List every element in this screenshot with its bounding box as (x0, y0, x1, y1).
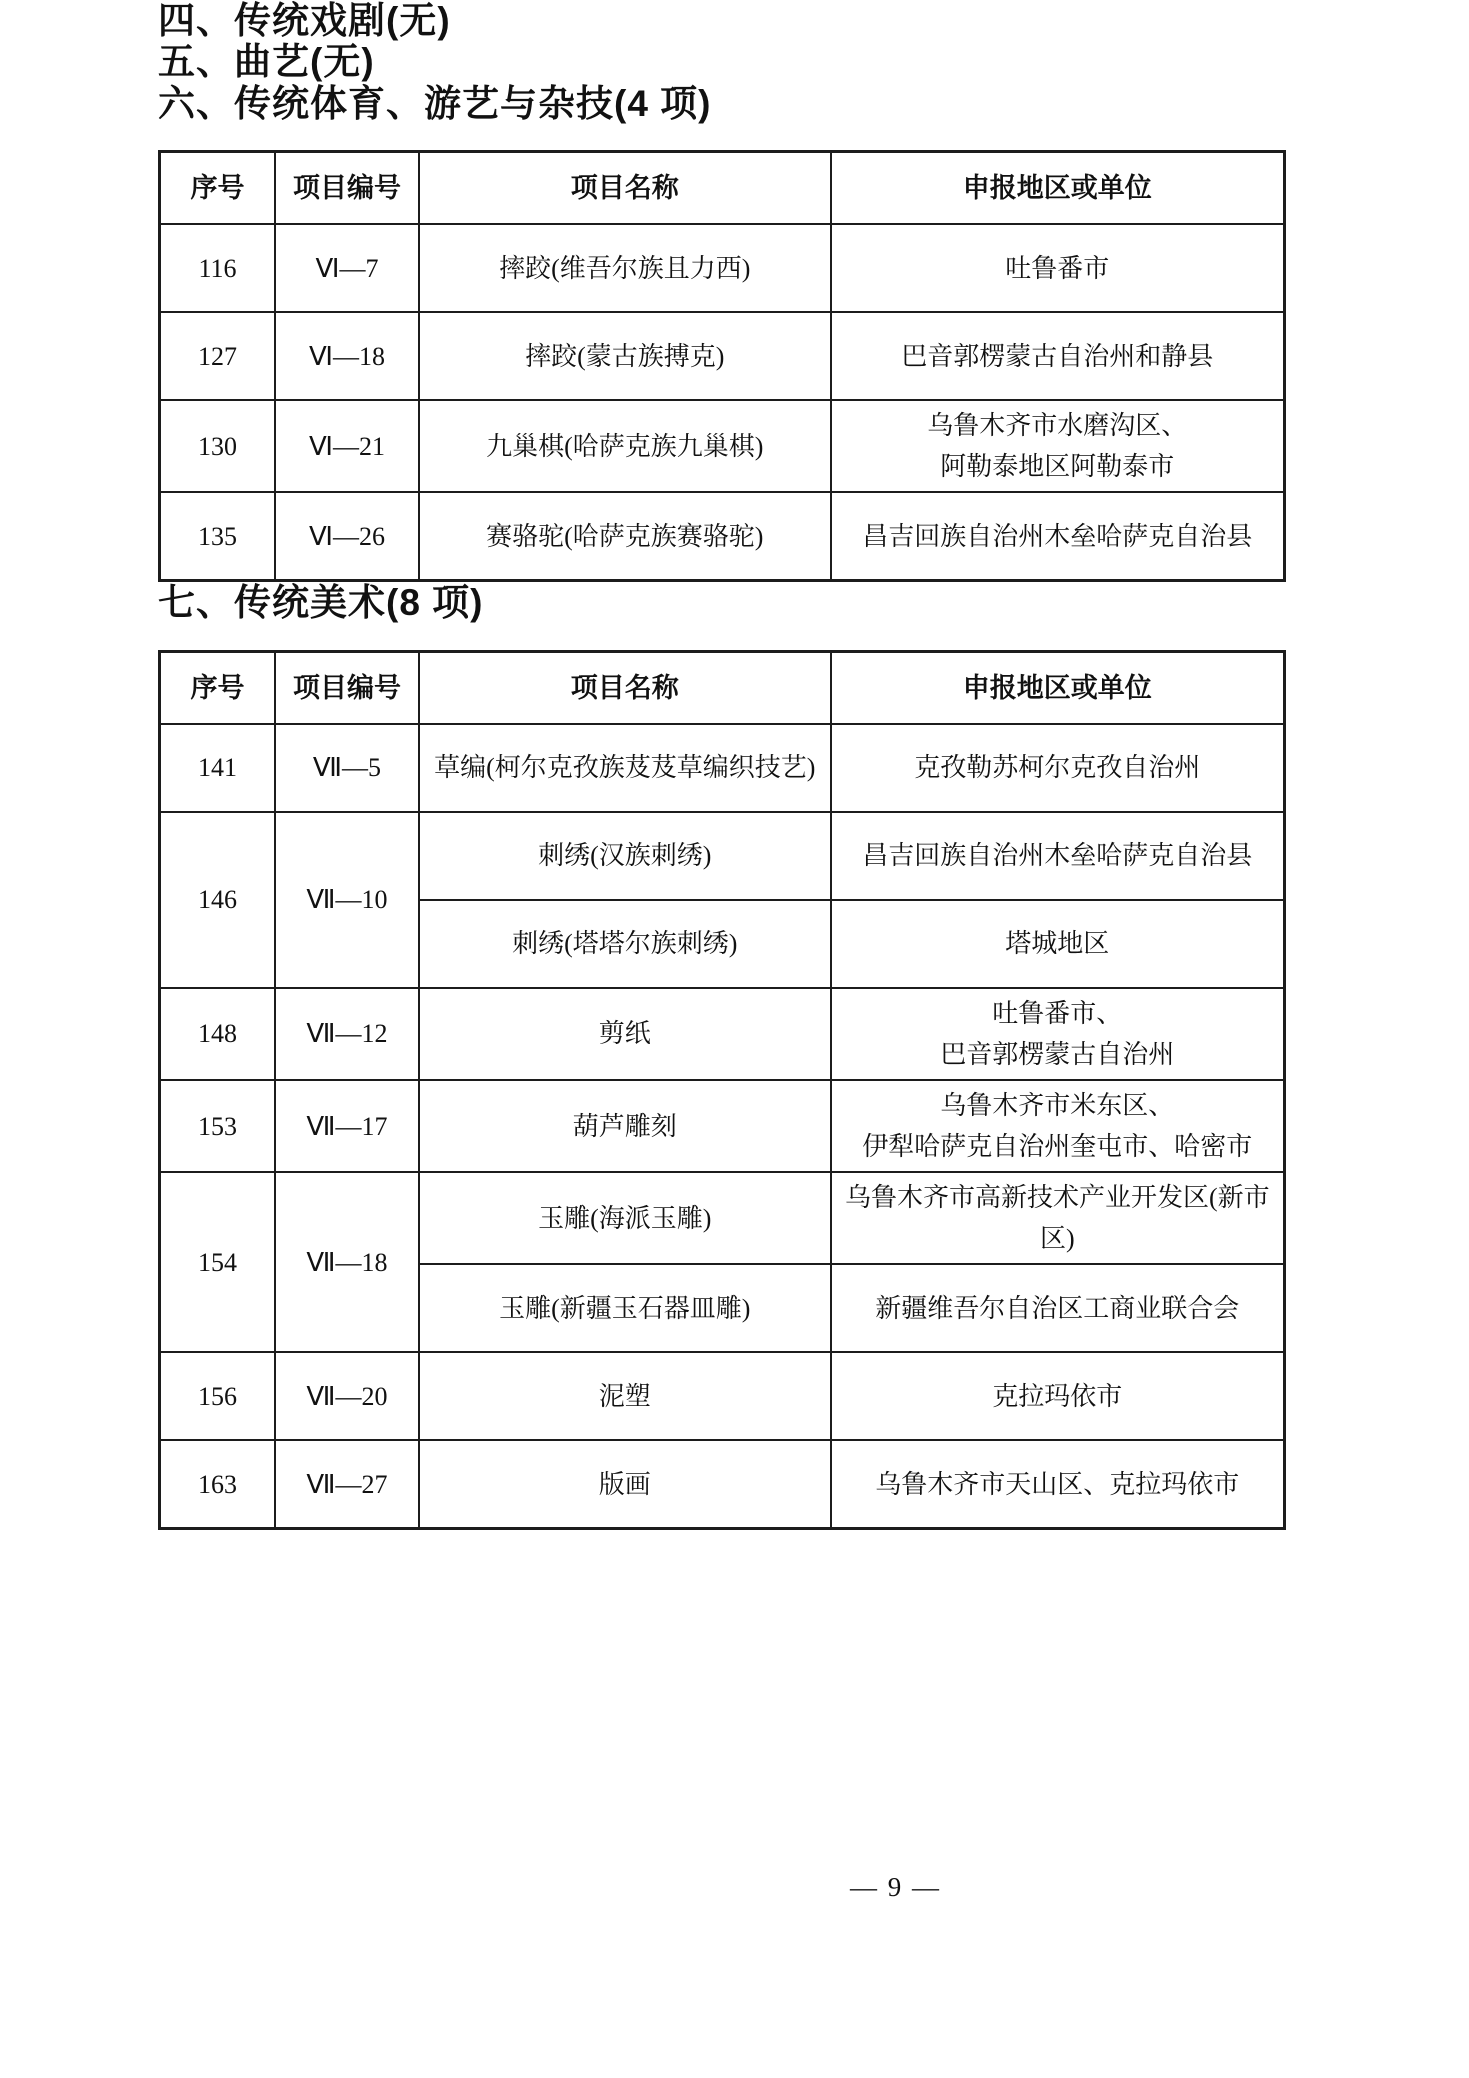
table-cell: 昌吉回族自治州木垒哈萨克自治县 (831, 492, 1285, 581)
heading-traditional-fine-arts: 七、传统美术(8 项) (158, 582, 484, 624)
table-row (160, 988, 1285, 1080)
table-row (160, 724, 1285, 812)
table-cell: 草编(柯尔克孜族芨芨草编织技艺) (419, 724, 831, 812)
column-header: 项目名称 (419, 152, 831, 225)
table-cell: Ⅵ—7 (275, 224, 419, 312)
heading-quyi: 五、曲艺(无) (158, 41, 375, 83)
table-cell: 乌鲁木齐市天山区、克拉玛依市 (831, 1440, 1285, 1529)
table-cell: Ⅶ—17 (275, 1080, 419, 1172)
table-cell: 乌鲁木齐市高新技术产业开发区(新市区) (831, 1172, 1285, 1264)
table-cell: 克拉玛依市 (831, 1352, 1285, 1440)
table-cell: 塔城地区 (831, 900, 1285, 988)
table-cell: 153 (160, 1080, 276, 1172)
table-cell: 135 (160, 492, 276, 581)
header-row (160, 152, 1285, 225)
table-row (160, 312, 1285, 400)
table-cell: Ⅵ—26 (275, 492, 419, 581)
table-cell: 剪纸 (419, 988, 831, 1080)
table-cell: 146 (160, 812, 276, 988)
table-cell: Ⅶ—27 (275, 1440, 419, 1529)
table-cell: 泥塑 (419, 1352, 831, 1440)
table-cell: 新疆维吾尔自治区工商业联合会 (831, 1264, 1285, 1352)
column-header: 项目编号 (275, 651, 419, 724)
heritage-table-sports (158, 150, 1286, 582)
table-row (160, 224, 1285, 312)
table-cell: 163 (160, 1440, 276, 1529)
table-cell: 156 (160, 1352, 276, 1440)
table-cell: 玉雕(新疆玉石器皿雕) (419, 1264, 831, 1352)
header-row (160, 651, 1285, 724)
table-cell: 130 (160, 400, 276, 492)
table-cell: 乌鲁木齐市米东区、 伊犁哈萨克自治州奎屯市、哈密市 (831, 1080, 1285, 1172)
table-cell: Ⅶ—18 (275, 1172, 419, 1352)
table-cell: 乌鲁木齐市水磨沟区、 阿勒泰地区阿勒泰市 (831, 400, 1285, 492)
table-cell: 148 (160, 988, 276, 1080)
table-cell: 巴音郭楞蒙古自治州和静县 (831, 312, 1285, 400)
table-row (160, 400, 1285, 492)
table-cell: 154 (160, 1172, 276, 1352)
column-header: 申报地区或单位 (831, 152, 1285, 225)
table-cell: Ⅵ—21 (275, 400, 419, 492)
table-row (160, 1352, 1285, 1440)
column-header: 序号 (160, 152, 276, 225)
column-header: 申报地区或单位 (831, 651, 1285, 724)
table-cell: 昌吉回族自治州木垒哈萨克自治县 (831, 812, 1285, 900)
table-cell: 克孜勒苏柯尔克孜自治州 (831, 724, 1285, 812)
table-cell: Ⅶ—5 (275, 724, 419, 812)
heritage-table-fine-arts (158, 650, 1286, 1530)
heading-traditional-sports: 六、传统体育、游艺与杂技(4 项) (158, 82, 712, 124)
table-cell: 吐鲁番市 (831, 224, 1285, 312)
table-cell: 刺绣(塔塔尔族刺绣) (419, 900, 831, 988)
column-header: 项目名称 (419, 651, 831, 724)
table-cell: 玉雕(海派玉雕) (419, 1172, 831, 1264)
table-cell: 刺绣(汉族刺绣) (419, 812, 831, 900)
heading-traditional-drama: 四、传统戏剧(无) (158, 0, 451, 41)
table-row (160, 1080, 1285, 1172)
page-number: — 9 — (850, 1872, 941, 1902)
table-row (160, 1440, 1285, 1529)
table-cell: Ⅶ—20 (275, 1352, 419, 1440)
table-cell: 116 (160, 224, 276, 312)
page-content (158, 0, 1286, 1530)
table-cell: 吐鲁番市、 巴音郭楞蒙古自治州 (831, 988, 1285, 1080)
table-cell: Ⅶ—10 (275, 812, 419, 988)
table-cell: 葫芦雕刻 (419, 1080, 831, 1172)
table-row (160, 812, 1285, 900)
table-row (160, 1172, 1285, 1264)
column-header: 序号 (160, 651, 276, 724)
table-row (160, 492, 1285, 581)
table-cell: 127 (160, 312, 276, 400)
table-cell: 141 (160, 724, 276, 812)
column-header: 项目编号 (275, 152, 419, 225)
table-cell: Ⅶ—12 (275, 988, 419, 1080)
table-cell: 摔跤(蒙古族搏克) (419, 312, 831, 400)
table-cell: 赛骆驼(哈萨克族赛骆驼) (419, 492, 831, 581)
table-cell: 摔跤(维吾尔族且力西) (419, 224, 831, 312)
table-cell: 九巢棋(哈萨克族九巢棋) (419, 400, 831, 492)
table-cell: Ⅵ—18 (275, 312, 419, 400)
table-cell: 版画 (419, 1440, 831, 1529)
